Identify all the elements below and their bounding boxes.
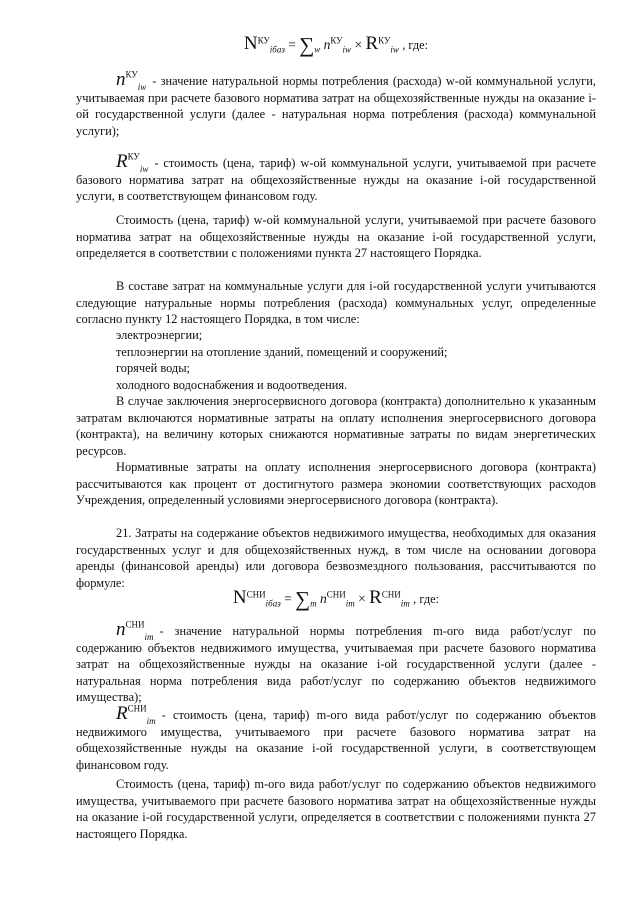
formula-r-sup: КУ — [378, 35, 391, 46]
formula-tail: , где: — [413, 592, 440, 606]
paragraph-cost-utilities: Стоимость (цена, тариф) w-ой коммунальной услуги, учитываемой при расчете базового норматива затрат на общехозяйственные нужды на оказание i-ой государственной услуги, определяется в соответствии с положениями пункта 27 настоящего Порядка. — [76, 213, 596, 261]
formula-n-sup: КУ — [330, 35, 343, 46]
paragraph-energy-service: В случае заключения энергосервисного договора (контракта) дополнительно к указанным затратам включаются нормативные затраты на оплату исполнения энергосервисного договора (контракта), на величину которых снижаются нормативные затраты по видам энергетических ресурсов. — [76, 394, 596, 458]
formula-r: R — [369, 587, 382, 608]
definition-text: - значение натуральной нормы потребления (расхода) w-ой коммунальной услуги, учитываемая при расчете базового норматива затрат на общехозяйственные нужды на оказание i-ой государственной услуги (далее - натуральная норма потребления (расхода) коммунальной услуги); — [76, 74, 596, 138]
list-item: теплоэнергии на отопление зданий, помещений и сооружений; — [116, 344, 448, 359]
sum-sign: ∑ — [299, 33, 315, 57]
utilities-list — [76, 327, 596, 393]
symbol-r-ku: $R^{КУ}_{iw}$ — [116, 151, 149, 174]
paragraph-energy-service-costs: Нормативные затраты на оплату исполнения энергосервисного договора (контракта) рассчитываются как процент от достигнутого размера экономии соответствующих расходов Учреждения, определенный условиями энергосервисного договора (контракта). — [76, 460, 596, 508]
formula-lhs: N — [243, 33, 258, 54]
sum-sub: w — [314, 44, 321, 55]
formula-lhs: N — [232, 587, 247, 608]
formula-tail: , где: — [402, 38, 429, 52]
formula-r: R — [365, 33, 379, 54]
formula-lhs-sub: iбаз — [269, 44, 285, 55]
list-item: горячей воды; — [116, 361, 190, 376]
formula-n-sub: iw — [342, 44, 352, 55]
paragraph-cost-real-estate: Стоимость (цена, тариф) m-ого вида работ/услуг по содержанию объектов недвижимого имущества, учитываемого при расчете базового норматива затрат на общехозяйственные нужды на оказание i-ой государственной услуги, определяется в соответствии с положениями пункта 27 настоящего Порядка. — [76, 777, 596, 841]
formula-n: n — [319, 591, 327, 606]
paragraph-section-21: 21. Затраты на содержание объектов недвижимого имущества, необходимых для оказания государственных услуг и для общехозяйственных нужд, в том числе на основании договора аренды (финансовой аренды) или договора безвозмездного пользования, рассчитываются по формуле: — [76, 526, 596, 590]
definition-text: - стоимость (цена, тариф) m-ого вида работ/услуг по содержанию объектов недвижимого имущества, учитываемого при расчете базового норматива затрат на общехозяйственные нужды на оказание i-ой государственной услуги, в соответствующем финансовом году. — [76, 708, 596, 772]
formula-n-sub: im — [345, 598, 355, 609]
formula-lhs-sup: КУ — [257, 35, 270, 46]
formula-utilities: $N^{КУ}_{iбаз} = \sum_w$ $n^{КУ}_{iw} \times R^{КУ}_{iw}$ , где: — [243, 33, 429, 57]
definition-n-ku — [76, 69, 596, 139]
times-sign: × — [354, 37, 363, 52]
paragraph-utilities-norms: В составе затрат на коммунальные услуги для i-ой государственной услуги учитываются следующие натуральные нормы потребления (расхода) коммунальных услуг, определенные согласно пункту 12 настоящего Порядка, в том числе: — [76, 279, 596, 327]
formula-r-sub: im — [400, 598, 410, 609]
definition-n-sni — [76, 619, 596, 706]
sum-sub: m — [310, 598, 317, 609]
times-sign: × — [358, 591, 366, 606]
formula-r-sub: iw — [390, 44, 399, 55]
formula-r-sup: СНИ — [381, 589, 401, 600]
list-item: электроэнергии; — [116, 328, 203, 342]
symbol-n-sni: $n^{СНИ}_{im}$ — [116, 619, 154, 642]
definition-text: - значение натуральной нормы потребления m-ого вида работ/услуг по содержанию объектов недвижимого имущества, учитываемая при расчете базового норматива затрат на общехозяйственные нужды на оказание i-ой государственной услуги (далее - натуральная норма потребления вида работ/услуг по содержанию объектов недвижимого имущества); — [76, 624, 596, 705]
formula-n: n — [323, 37, 331, 52]
symbol-r-sni: $R^{СНИ}_{im}$ — [116, 703, 156, 726]
formula-n-sup: СНИ — [326, 589, 346, 600]
definition-r-ku — [76, 151, 596, 205]
formula-lhs-sub: iбаз — [265, 598, 281, 609]
formula-real-estate: $N^{СНИ}_{iбаз} = \sum_m$ $n^{СНИ}_{im} \times R^{СНИ}_{im}$ , где: — [232, 587, 440, 611]
sum-sign: ∑ — [295, 587, 311, 611]
definition-r-sni — [76, 703, 596, 773]
definition-text: - стоимость (цена, тариф) w-ой коммунальной услуги, учитываемой при расчете базового норматива затрат на общехозяйственные нужды на оказание i-ой государственной услуги, в соответствующем финансовом году. — [76, 156, 596, 204]
symbol-n-ku: $n^{КУ}_{iw}$ — [116, 69, 147, 92]
formula-lhs-sup: СНИ — [246, 589, 266, 600]
list-item: холодного водоснабжения и водоотведения. — [116, 377, 348, 392]
